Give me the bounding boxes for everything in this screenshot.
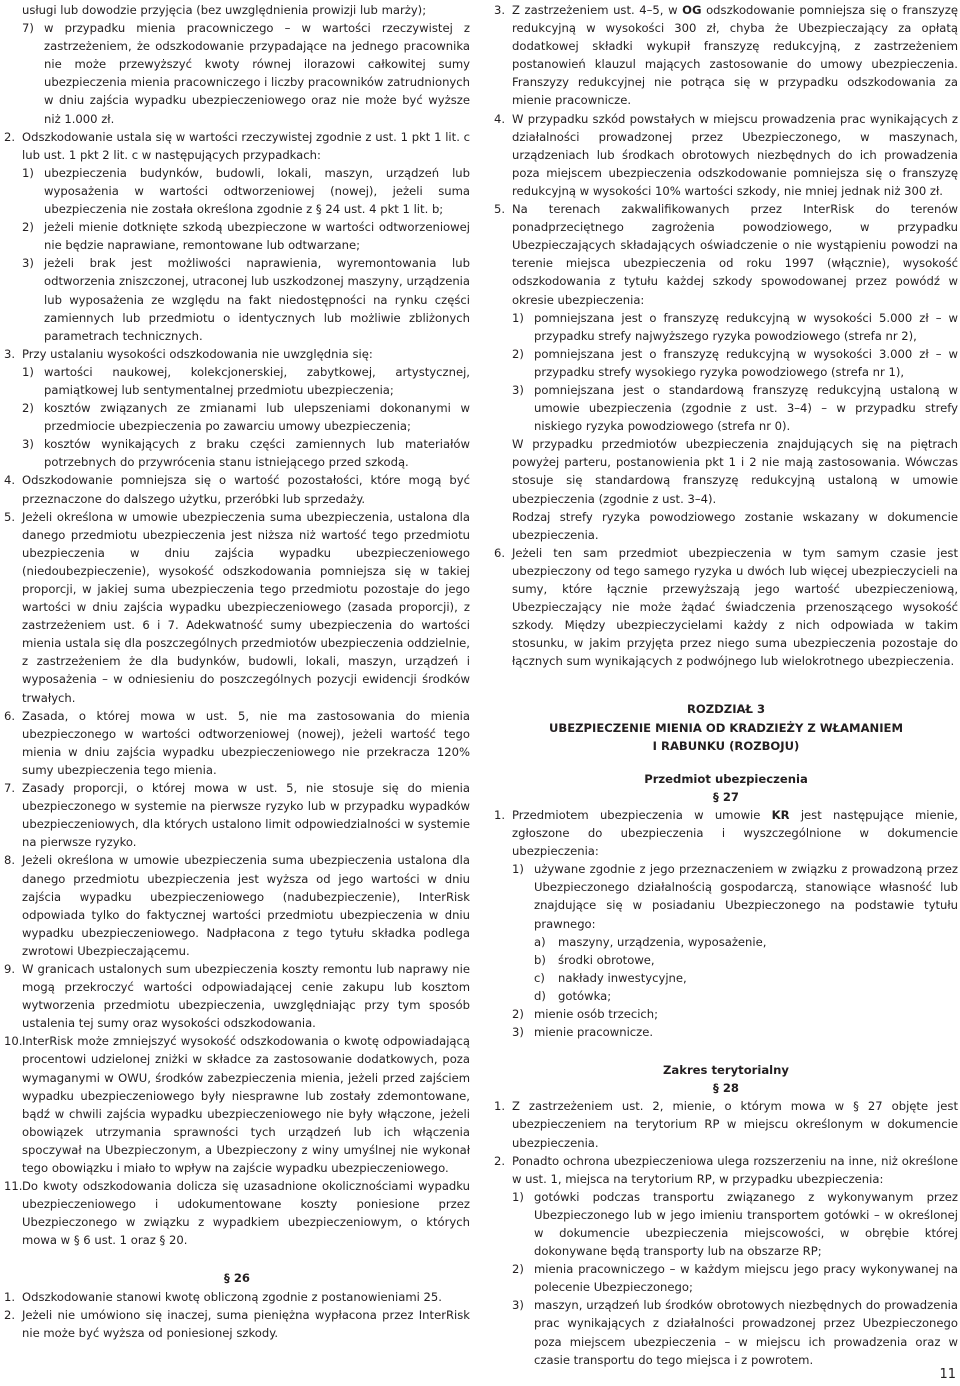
paragraph-number: 1. [494, 1099, 506, 1114]
paragraph-text: Zasada, o której mowa w ust. 5, nie ma zastosowania do mienia ubezpieczonego w wartości odtworzeniowej (nowej), jeżeli wartość tego mienia w dniu zajścia wypadku ubezpieczeniowego nie przekracza 120% sumy ubezpieczenia tego mienia. [22, 708, 470, 777]
item-text: jeżeli mienie dotknięte szkodą ubezpieczone w wartości odtworzeniowej nie będzie naprawiane, remontowane lub odtwarzane; [44, 220, 470, 253]
paragraph-text: Jeżeli określona w umowie ubezpieczenia suma ubezpieczenia, ustalona dla danego przedmiotu ubezpieczenia jest niższa niż wartość tego przedmiotu ubezpieczenia w dniu zajścia wypadku ubezpieczeniowego (niedoubezpieczenie), wysokość odszkodowania pomniejsza się w takiej proporcji, w jakiej suma ubezpieczenia tego przedmiotu pozostaje do jego wartości w dniu zajścia wypadku ubezpieczeniowego (zasada proporcji), z zastrzeżeniem ust. 6 i 7. Adekwatność sumy ubezpieczenia do wartości mienia ustala się dla poszczególnych przedmiotów ubezpieczenia oddzielnie, z zastrzeżeniem że dla budynków, budowli, lokali, maszyn, urządzeń i wyposażenia – w odniesieniu do poszczególnych pozycji ewidencji środków trwałych. [22, 509, 470, 705]
paragraph-number: 8. [4, 853, 16, 868]
paragraph-number: 10. [4, 1034, 23, 1049]
item-number: 2) [22, 401, 34, 416]
paragraph-number: 4. [4, 473, 16, 488]
list-item [512, 1023, 958, 1041]
item-text: pomniejszana jest o franszyzę redukcyjną w wysokości 5.000 zł – w przypadku strefy najwyższego ryzyka powodziowego (strefa nr 2), [534, 310, 958, 343]
list-item [22, 19, 470, 128]
paragraph-text: W granicach ustalonych sum ubezpieczenia koszty remontu lub naprawy nie mogą przekroczyć wartości odpowiadającej cenie zakupu lub kosztom wytworzenia przedmiotu ubezpieczenia, uwzględniając przy tym sposób ustalenia tej sumy oraz wysokości odszkodowania. [22, 961, 470, 1031]
list-item [512, 860, 958, 932]
paragraph-11 [4, 1177, 470, 1249]
list-item [512, 1005, 958, 1023]
item-letter: b) [534, 952, 546, 967]
item-text: pomniejszana jest o standardową franszyzę redukcyjną ustaloną w umowie ubezpieczenia (zgodnie z ust. 3–4) – w przypadku strefy niskiego ryzyka powodziowego (strefa nr 0). [534, 382, 958, 434]
chapter-title: I RABUNKU (ROZBOJU) [652, 738, 800, 753]
paragraph-number: 6. [494, 545, 506, 560]
paragraph-number: 5. [4, 509, 16, 524]
paragraph-text: Odszkodowanie ustala się w wartości rzeczywistej zgodnie z ust. 1 pkt 1 lit. c lub ust. 1 pkt 2 lit. c w następujących przypadkach: [22, 129, 470, 162]
paragraph-3 [494, 1, 958, 110]
section-27-heading: § 27 [713, 789, 739, 804]
item-number: 3) [22, 256, 34, 271]
item-text: w przypadku mienia pracowniczego – w wartości rzeczywistej z zastrzeżeniem, że odszkodowanie przypadające na jednego pracownika nie może przewyższyć kwoty równej ilorazowi całkowitej sumy ubezpieczenia mienia pracowniczego i liczby pracowników zatrudnionych w dniu zajścia wypadku ubezpieczeniowego oraz nie może być wyższe niż 1.000 zł. [44, 21, 470, 126]
list-item [22, 435, 470, 471]
paragraph-number: 7. [4, 781, 16, 796]
section-26-heading: § 26 [224, 1271, 250, 1286]
paragraph-text: Z zastrzeżeniem ust. 2, mienie, o którym mowa w § 27 objęte jest ubezpieczeniem na terytorium RP w miejscu określonym w dokumencie ubezpieczenia. [512, 1099, 958, 1150]
list-subitem [534, 969, 958, 987]
list-item [512, 1188, 958, 1260]
paragraph-3 [4, 345, 470, 363]
item-text: mienia pracowniczego – w każdym miejscu jego pracy wykonywanej na polecenie Ubezpieczonego; [534, 1262, 958, 1295]
paragraph-number: 2. [494, 1153, 506, 1168]
item-letter: c) [534, 970, 545, 985]
item-text: mienie pracownicze. [534, 1025, 654, 1040]
paragraph-text: Odszkodowanie stanowi kwotę obliczoną zgodnie z postanowieniami 25. [22, 1289, 442, 1304]
item-text: ubezpieczenia budynków, budowli, lokali, maszyn, urządzeń lub wyposażenia w wartości odtworzeniowej (nowej), jeżeli suma ubezpieczenia nie została określona zgodnie z § 24 ust. 4 pkt 1 lit. b; [44, 165, 470, 217]
paragraph-text: Jeżeli określona w umowie ubezpieczenia suma ubezpieczenia ustalona dla danego przedmiotu ubezpieczenia jest wyższa od jego wartości w dniu zajścia wypadku ubezpieczeniowego (nadubezpieczenie), InterRisk odpowiada tylko do faktycznej wartości przedmiotu ubezpieczenia w dniu wypadku ubezpieczeniowego. Nadpłacona z tego tytułu składka podlega zwrotowi Ubezpieczającemu. [22, 853, 470, 958]
paragraph-6 [4, 707, 470, 779]
subject-heading: Przedmiot ubezpieczenia [644, 771, 808, 786]
chapter-title: UBEZPIECZENIE MIENIA OD KRADZIEŻY Z WŁAMANIEM [548, 720, 904, 735]
section-27-paragraph-1 [494, 806, 958, 860]
list-item [22, 218, 470, 254]
list-item [512, 381, 958, 435]
item-number: 3) [512, 1298, 524, 1313]
paragraph-5 [4, 508, 470, 707]
paragraph-number: 4. [494, 111, 506, 126]
og-term: OG [682, 3, 702, 17]
item-text: gotówka; [558, 988, 612, 1003]
section-28-paragraph-2 [494, 1152, 958, 1188]
item-letter: d) [534, 988, 546, 1003]
paragraph-10 [4, 1032, 470, 1177]
list-item [512, 1296, 958, 1368]
paragraph-text: Na terenach zakwalifikowanych przez InterRisk do terenów ponadprzeciętnego zagrożenia powodziowego, w przypadku Ubezpieczających składających oświadczenie o nie wystąpieniu powodzi na terenie miejsca ubezpieczenia od roku 1997 (włącznie), wysokość odszkodowania z tytułu każdej szkody spowodowanej przez powódź w okresie ubezpieczenia: [512, 202, 958, 307]
paragraph-text: Jeżeli ten sam przedmiot ubezpieczenia w tym samym czasie jest ubezpieczony od tego samego ryzyka u dwóch lub więcej ubezpieczycieli na sumy, które łącznie przewyższają jego wartość ubezpieczeniową, Ubezpieczający nie może żądać świadczenia przenoszącego wysokość szkody. Między ubezpieczycielami każdy z nich odpowiada w takim stosunku, w jakim przyjęta przez niego suma ubezpieczenia pozostaje do łącznych sum wynikających z podwójnego lub wielokrotnego ubezpieczenia. [512, 545, 958, 669]
list-subitem [534, 951, 958, 969]
item-number: 1) [22, 364, 34, 379]
paragraph-text: Jeżeli nie umówiono się inaczej, suma pieniężna wypłacona przez InterRisk nie może być wyższa od poniesionej szkody. [22, 1307, 470, 1340]
item-number: 3) [512, 1025, 524, 1040]
paragraph-text: Z zastrzeżeniem ust. 4–5, w OG odszkodowanie pomniejsza się o franszyzę redukcyjną w wysokości 300 zł, chyba że Ubezpieczający za opłatą dodatkowej składki wykupił franszyzę redukcyjną, z zastrzeżeniem postanowień klauzul mających zastosowanie do umowy ubezpieczenia. Franszyzy redukcyjnej nie potrąca się w przypadku odszkodowania za mienie pracownicze. [512, 3, 958, 108]
paragraph-number: 1. [4, 1289, 16, 1304]
paragraph-5 [494, 200, 958, 309]
paragraph-number: 3. [4, 346, 16, 361]
paragraph-text: Rodzaj strefy ryzyka powodziowego zostanie wskazany w dokumencie ubezpieczenia. [512, 509, 958, 542]
territory-heading: Zakres terytorialny [663, 1063, 789, 1078]
paragraph-text: W przypadku szkód powstałych w miejscu prowadzenia prac wynikających z działalności prowadzonej przez Ubezpieczonego, w maszynach, urządzeniach lub środkach obrotowych niezbędnych do ich prowadzenia poza miejscem ubezpieczenia odszkodowanie pomniejsza się o franszyzę redukcyjną w wysokości 10% wartości szkody, nie mniej jednak niż 300 zł. [512, 111, 958, 198]
paragraph-number: 3. [494, 3, 506, 17]
paragraph-text: W przypadku przedmiotów ubezpieczenia znajdujących się na piętrach powyżej parteru, postanowienia pkt 1 i 2 nie mają zastosowania. Wówczas stosuje się standardową franszyzę redukcyjną ustaloną w umowie ubezpieczenia (zgodnie z ust. 3–4). [512, 437, 958, 506]
item-text: używane zgodnie z jego przeznaczeniem w związku z prowadzoną przez Ubezpieczonego działalnością gospodarczą, stanowiące własność lub znajdujące się w posiadaniu Ubezpieczonego na podstawie tytułu prawnego: [534, 862, 958, 931]
page-number: 11 [939, 1367, 956, 1382]
list-item [22, 399, 470, 435]
paragraph-number: 5. [494, 202, 506, 217]
chapter-label: ROZDZIAŁ 3 [686, 702, 766, 717]
item-text: maszyny, urządzenia, wyposażenie, [558, 934, 767, 949]
item-text: środki obrotowe, [558, 952, 655, 967]
paragraph-2 [4, 128, 470, 164]
list-item [512, 309, 958, 345]
section-28-paragraph-1 [494, 1097, 958, 1151]
item-text: nakłady inwestycyjne, [558, 970, 687, 985]
item-letter: a) [534, 934, 546, 949]
item-number: 3) [512, 382, 524, 397]
paragraph-number: 2. [4, 1307, 16, 1322]
item-number: 2) [22, 220, 34, 235]
list-item [512, 345, 958, 381]
paragraph-text: Przedmiotem ubezpieczenia w umowie KR jest następujące mienie, zgłoszone do ubezpieczenia i wyszczególnione w dokumencie ubezpieczenia: [512, 807, 958, 859]
item-number: 1) [512, 1189, 524, 1204]
kr-term: KR [771, 807, 790, 822]
paragraph-number: 11. [4, 1179, 23, 1194]
item-text: maszyn, urządzeń lub środków obrotowych niezbędnych do prowadzenia prac wynikających z działalności prowadzonej przez Ubezpieczonego poza miejscem ubezpieczenia – w miejscu ich prowadzenia oraz w czasie transportu do tego miejsca i z powrotem. [534, 1298, 958, 1367]
item-text: mienie osób trzecich; [534, 1006, 659, 1021]
paragraph-8 [4, 851, 470, 960]
paragraph-4 [4, 471, 470, 507]
item-text: wartości naukowej, kolekcjonerskiej, zabytkowej, artystycznej, pamiątkowej lub sentymentalnej przedmiotu ubezpieczenia; [44, 364, 470, 397]
item-text: pomniejszana jest o franszyzę redukcyjną w wysokości 3.000 zł – w przypadku strefy wysokiego ryzyka powodziowego (strefa nr 1), [534, 346, 958, 379]
list-item [22, 254, 470, 344]
paragraph-text: InterRisk może zmniejszyć wysokość odszkodowania o kwotę odpowiadającą procentowi udzielonej zniżki w składce za zastosowanie dodatkowych, poza wymaganymi w OWU, środków zabezpieczenia mienia, jeżeli przed zajściem wypadku ubezpieczeniowego były niesprawne lub zostały zdemontowane, bądź w chwili zajścia wypadku ubezpieczeniowego nie były włączone, jeżeli obowiązek utrzymania sprawności tych urządzeń lub ich włączenia spoczywał na Ubezpieczonym, a Ubezpieczony z winy umyślnej nie wykonał tego obowiązku i miało to wpływ na zajście wypadku ubezpieczeniowego. [22, 1034, 470, 1175]
item-text: gotówki podczas transportu związanego z wykonywanym przez Ubezpieczonego lub w jego imieniu transportem gotówki – w określonej w dokumencie ubezpieczenia miejscowości, w obrębie której dokonywane będą transporty lub na obszarze RP; [534, 1189, 958, 1259]
paragraph-text: Ponadto ochrona ubezpieczeniowa ulega rozszerzeniu na inne, niż określone w ust. 1, miejsca na terytorium RP, w przypadku ubezpieczenia: [512, 1153, 958, 1186]
paragraph-9 [4, 960, 470, 1032]
item-text: kosztów wynikających z braku części zamiennych lub materiałów potrzebnych do przywrócenia stanu istniejącego przed szkodą. [44, 437, 470, 470]
section-28-heading: § 28 [713, 1081, 739, 1096]
continued-text: usługi lub dowodzie przyjęcia (bez uwzględnienia prowizji lub marży); [22, 3, 427, 17]
list-subitem [534, 987, 958, 1005]
paragraph-text: Odszkodowanie pomniejsza się o wartość pozostałości, które mogą być przeznaczone do dalszego użytku, przeróbki lub sprzedaży. [22, 473, 470, 506]
item-number: 2) [512, 1262, 524, 1277]
list-item [512, 1260, 958, 1296]
paragraph-text: Do kwoty odszkodowania dolicza się uzasadnione okolicznościami wypadku ubezpieczeniowego i udokumentowane koszty poniesione przez Ubezpieczonego w związku z wypadkiem ubezpieczeniowym, o których mowa w § 6 ust. 1 oraz § 20. [22, 1179, 470, 1248]
item-number: 2) [512, 346, 524, 361]
right-column [494, 1, 958, 1369]
list-item [22, 164, 470, 218]
list-subitem [534, 933, 958, 951]
item-number: 7) [22, 21, 34, 36]
item-number: 1) [512, 310, 524, 325]
left-column [4, 1, 470, 1342]
item-number: 1) [22, 165, 34, 180]
paragraph-number: 6. [4, 708, 16, 723]
paragraph-4 [494, 110, 958, 200]
item-number: 2) [512, 1006, 524, 1021]
item-text: jeżeli brak jest możliwości naprawienia, wyremontowania lub odtworzenia zniszczonej, utraconej lub uszkodzonej maszyny, urządzenia lub wyposażenia ze względu na fakt niedostępności na rynku części zamiennych lub przedmiotu o identycznych lub możliwie zbliżonych parametrach technicznych. [44, 256, 470, 343]
section-26-paragraph-2 [4, 1306, 470, 1342]
section-26-paragraph-1 [4, 1288, 470, 1306]
paragraph-text: Przy ustalaniu wysokości odszkodowania nie uwzględnia się: [22, 346, 373, 361]
paragraph-6 [494, 544, 958, 671]
paragraph-7 [4, 779, 470, 851]
paragraph-number: 2. [4, 129, 16, 144]
paragraph-number: 9. [4, 961, 16, 976]
list-item [22, 363, 470, 399]
item-number: 3) [22, 437, 34, 452]
paragraph-number: 1. [494, 807, 506, 822]
paragraph-text: Zasady proporcji, o której mowa w ust. 5, nie stosuje się do mienia ubezpieczonego w systemie na pierwsze ryzyko lub w przypadku wypadków ubezpieczeniowych, dla których ustalono limit odpowiedzialności w systemie na pierwsze ryzyko. [22, 781, 470, 850]
item-number: 1) [512, 862, 524, 877]
item-text: kosztów związanych ze zmianami lub ulepszeniami dokonanymi w przedmiocie ubezpieczenia po zawarciu umowy ubezpieczenia; [44, 401, 470, 434]
